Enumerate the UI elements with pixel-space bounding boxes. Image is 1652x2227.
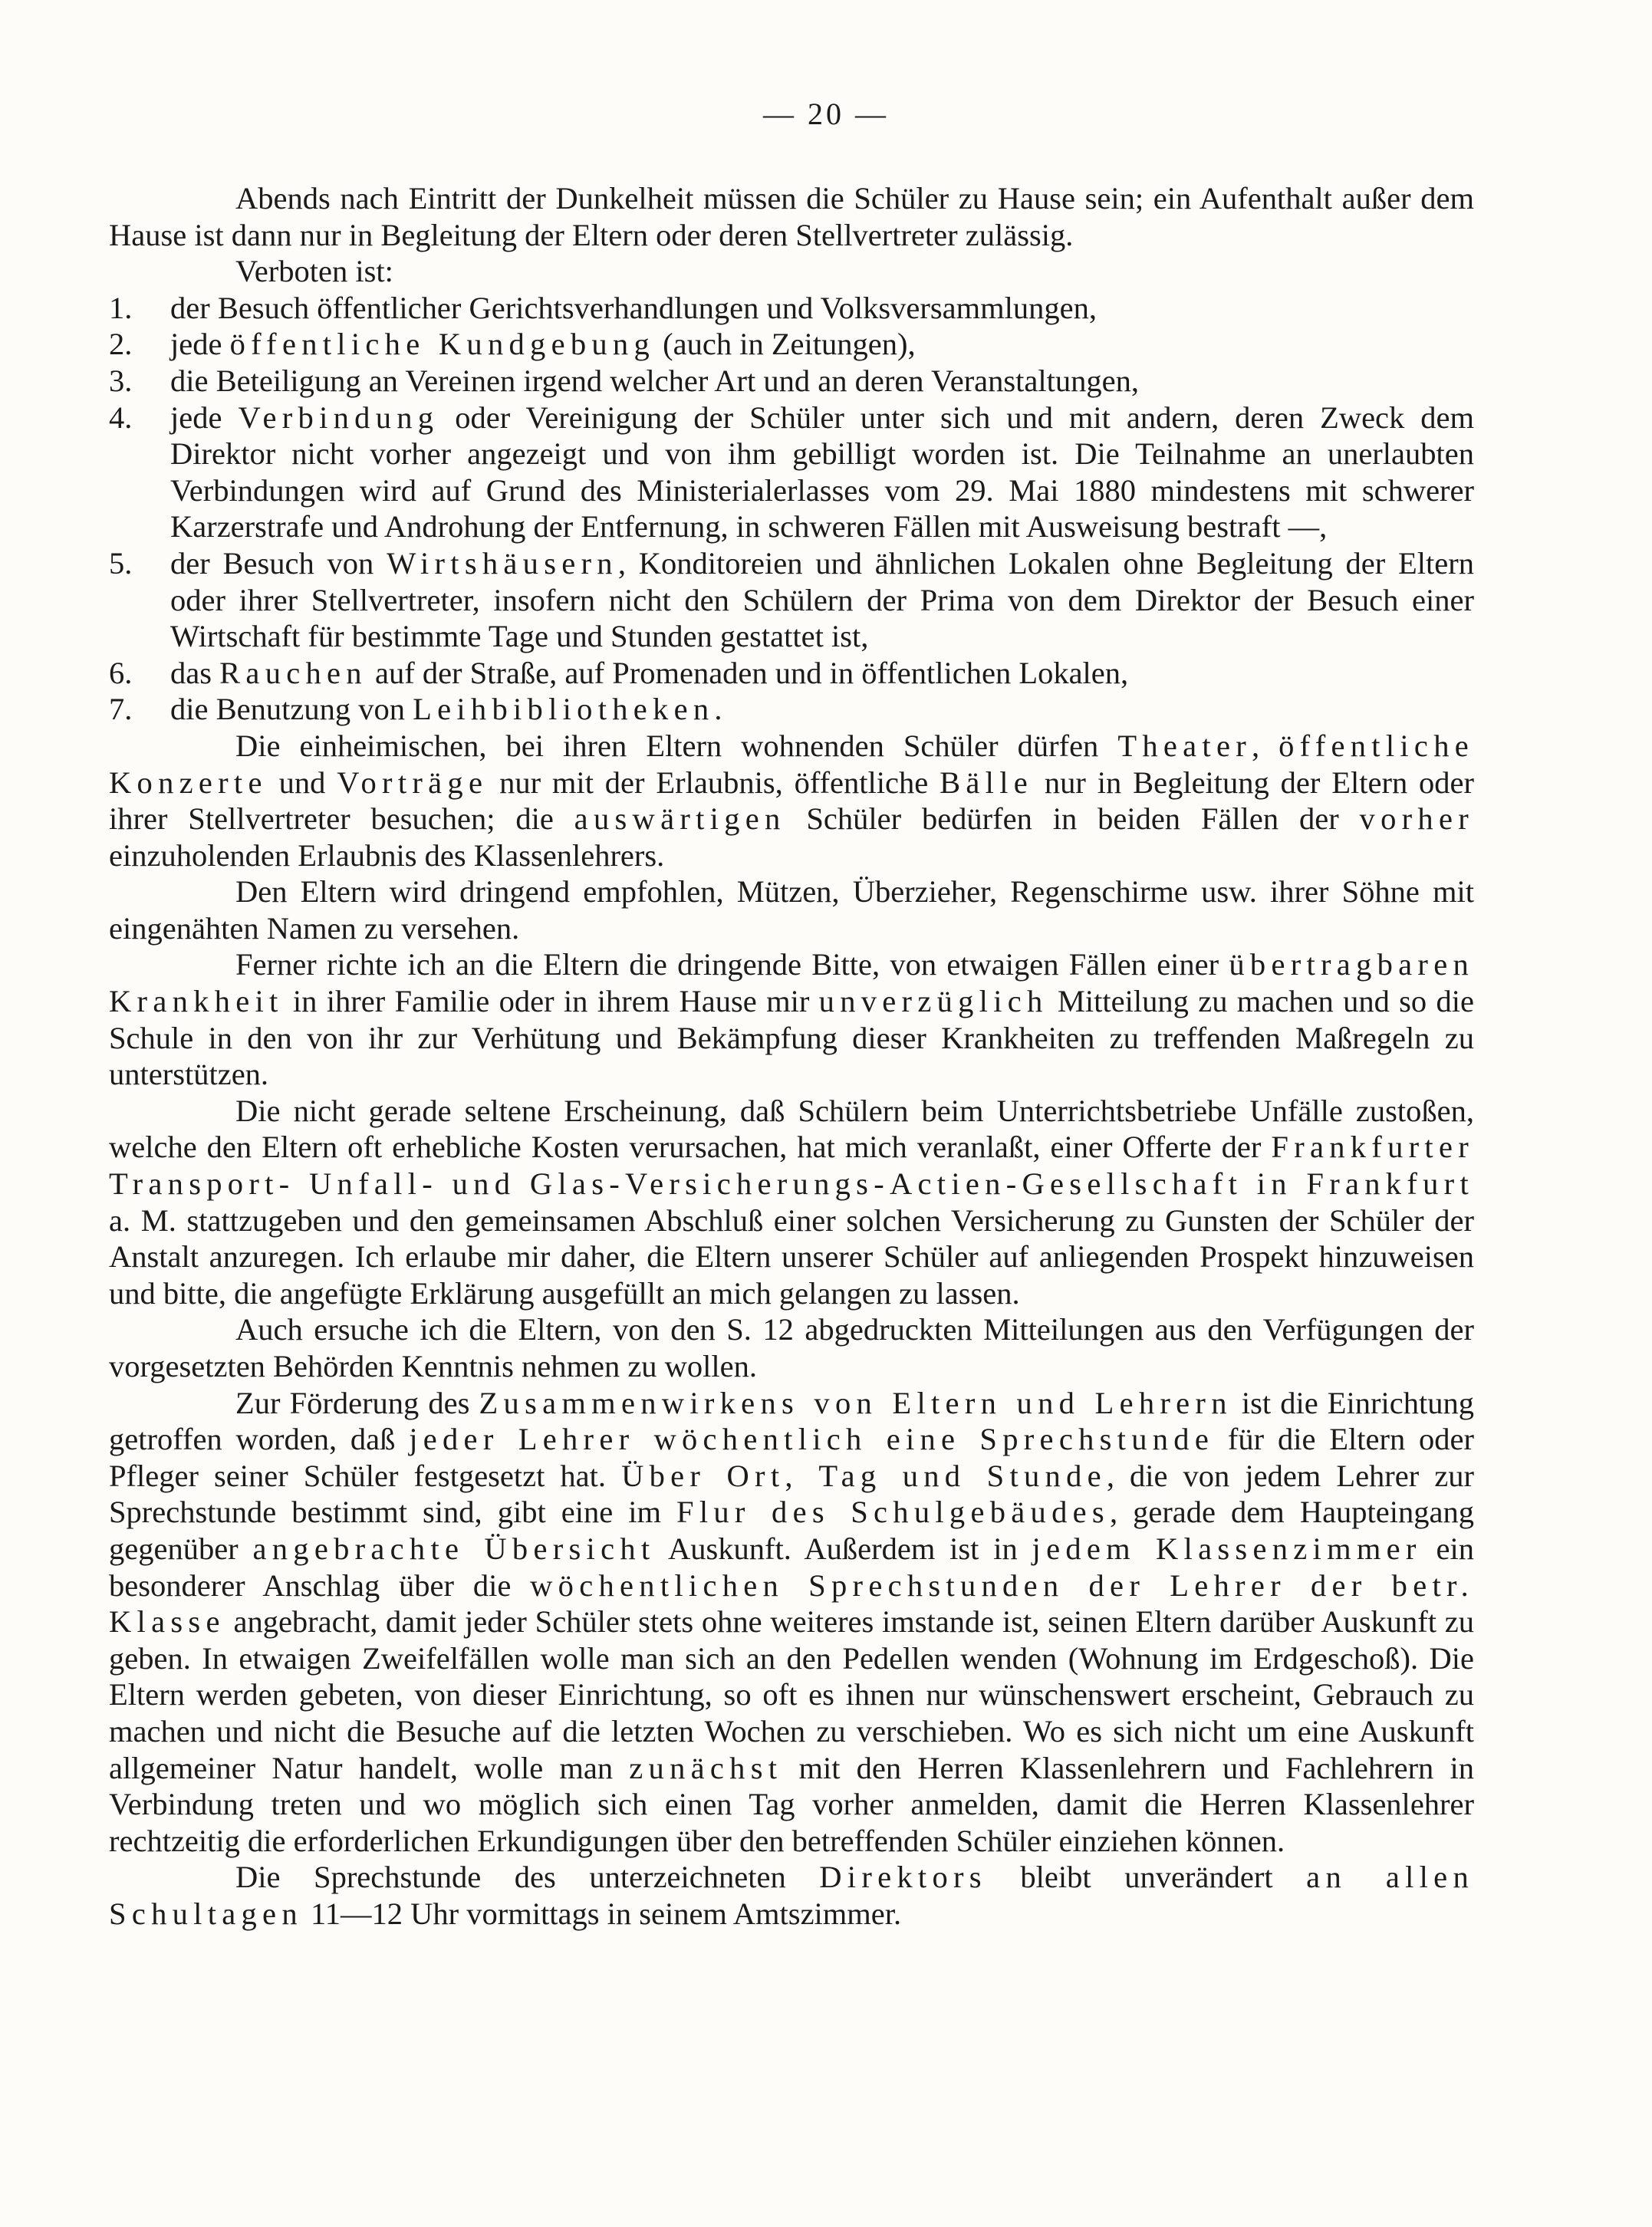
text-segment: jede xyxy=(170,327,230,362)
spaced-emphasis: Frankfurter Transport- Unfall- und Glas-Versicherungs-Actien-Gesellschaft in Frankfurt xyxy=(109,1130,1474,1202)
text-segment: nur in Begleitung der Eltern oder ihrer Stellvertreter besuchen; die xyxy=(109,765,1475,837)
spaced-emphasis: auswärtigen xyxy=(574,801,786,837)
spaced-emphasis: an allen Schultagen xyxy=(109,1860,1474,1931)
text-segment: Zur Förderung des xyxy=(235,1385,479,1420)
body-paragraph xyxy=(109,1311,1474,1384)
prohibition-item xyxy=(109,545,1474,655)
body-paragraph xyxy=(109,873,1474,946)
spaced-emphasis: angebrachte Übersicht xyxy=(252,1531,656,1566)
prohibition-item xyxy=(109,400,1474,545)
text-segment: 11—12 Uhr vormittags in seinem Amtszimmer. xyxy=(302,1896,902,1931)
spaced-emphasis: Vorträge xyxy=(337,765,489,800)
spaced-emphasis: Flur des Schulgebäudes xyxy=(676,1495,1110,1530)
text-segment: , gerade dem Haupteingang gegenüber xyxy=(109,1495,1474,1566)
body-paragraph xyxy=(109,946,1474,1092)
spaced-emphasis: öffentliche Konzerte xyxy=(109,728,1475,800)
spaced-emphasis: Direktors xyxy=(819,1860,987,1895)
text-segment: Die einheimischen, bei ihren Eltern wohnenden Schüler dürfen xyxy=(235,728,1118,763)
spaced-emphasis: Zusammenwirkens von Eltern und Lehrern xyxy=(479,1385,1232,1420)
text-segment: Die Sprechstunde des unterzeichneten xyxy=(235,1860,820,1895)
text-segment: für die Eltern oder Pfleger seiner Schüler festgesetzt hat. xyxy=(109,1422,1475,1493)
text-segment: Den Eltern wird dringend empfohlen, Mützen, Überzieher, Regenschirme usw. ihrer Söhne mit eingenähten Namen zu versehen. xyxy=(109,874,1474,946)
prohibition-item xyxy=(109,290,1474,327)
spaced-emphasis: Wirtshäusern xyxy=(387,545,618,581)
text-segment: in ihrer Familie oder in ihrem Hause mir xyxy=(283,984,819,1019)
body-paragraph xyxy=(109,1859,1474,1932)
text-segment: a. M. stattzugeben und den gemeinsamen Abschluß einer solchen Versicherung zu Gunsten der Schüler der Anstalt anzuregen. Ich erlaube mir daher, die Eltern unserer Schüler auf anliegenden Prospekt hinzuweisen und bitte, die angefügte Erklärung ausgefüllt an mich gelangen zu lassen. xyxy=(109,1202,1474,1311)
spaced-emphasis: Über Ort, Tag und Stunde xyxy=(621,1458,1107,1493)
spaced-emphasis: unverzüglich xyxy=(818,984,1048,1019)
text-segment: und xyxy=(267,765,337,800)
text-segment: angebracht, damit jeder Schüler stets ohne weiteres imstande ist, seinen Eltern darüber Auskunft zu geben. In etwaigen Zweifelfällen wolle man sich an den Pedellen wenden (Wohnung im Erdgeschoß). Die Eltern werden gebeten, von dieser Einrichtung, so oft es ihnen nur wünschenswert erscheint, Gebrauch zu machen und nicht die Besuche auf die letzten Wochen zu verschieben. Wo es sich nicht um eine Auskunft allgemeiner Natur handelt, wolle man xyxy=(109,1604,1474,1785)
text-segment: jede xyxy=(170,400,239,435)
prohibition-number: 3. xyxy=(109,363,133,398)
spaced-emphasis: Verbindung xyxy=(238,400,439,435)
text-segment: Die nicht gerade seltene Erscheinung, daß Schülern beim Unterrichtsbetriebe Unfälle zustoßen, welche den Eltern oft erhebliche Kosten verursachen, hat mich veranlaßt, einer Offerte der xyxy=(109,1093,1474,1165)
intro-paragraph: Abends nach Eintritt der Dunkelheit müssen die Schüler zu Hause sein; ein Aufenthalt außer dem Hause ist dann nur in Begleitung der Eltern oder deren Stellvertreter zulässig. xyxy=(109,181,1474,252)
spaced-emphasis: Leihbibliotheken xyxy=(413,692,715,727)
spaced-emphasis: Bälle xyxy=(940,765,1034,800)
prohibition-number: 5. xyxy=(109,545,133,581)
paragraph-container xyxy=(109,728,1474,1933)
prohibition-number: 6. xyxy=(109,655,133,690)
text-segment: ein besonderer Anschlag über die xyxy=(109,1531,1474,1603)
verboten-heading: Verboten ist: xyxy=(235,254,393,289)
body-paragraph xyxy=(109,728,1474,873)
prohibition-list xyxy=(109,290,1474,728)
spaced-emphasis: jeder Lehrer wöchentlich eine Sprechstunde xyxy=(409,1422,1215,1457)
document-body xyxy=(109,180,1474,1933)
prohibition-number: 4. xyxy=(109,400,133,435)
text-segment: der Besuch von xyxy=(170,545,387,581)
text-segment: nur mit der Erlaubnis, öffentliche xyxy=(488,765,940,800)
prohibition-number: 1. xyxy=(109,290,133,325)
spaced-emphasis: zunächst xyxy=(629,1750,783,1785)
text-segment: einzuholenden Erlaubnis des Klassenlehrers. xyxy=(109,837,665,873)
spaced-emphasis: vorher xyxy=(1359,801,1474,837)
text-segment: die Beteiligung an Vereinen irgend welcher Art und an deren Veranstaltungen, xyxy=(170,363,1139,398)
spaced-emphasis: wöchentlichen Sprechstunden der Lehrer der betr. Klasse xyxy=(109,1567,1474,1640)
text-segment: Schüler bedürfen in beiden Fällen der xyxy=(785,801,1360,837)
text-segment: ist die Einrichtung getroffen worden, daß xyxy=(109,1385,1474,1457)
prohibition-number: 7. xyxy=(109,692,133,727)
text-segment: , die von jedem Lehrer zur Sprechstunde bestimmt sind, gibt eine im xyxy=(109,1458,1474,1530)
text-segment: oder Vereinigung der Schüler unter sich und mit andern, deren Zweck dem Direktor nicht vorher angezeigt und von ihm gebilligt worden ist. Die Teilnahme an unerlaubten Verbindungen wird auf Grund des Ministerialerlasses vom 29. Mai 1880 mindestens mit schwerer Karzerstrafe und Androhung der Entfernung, in schweren Fällen mit Ausweisung bestraft —, xyxy=(170,400,1474,544)
text-segment: (auch in Zeitungen), xyxy=(655,327,916,362)
text-segment: Auskunft. Außerdem ist in xyxy=(655,1531,1032,1566)
spaced-emphasis: Rauchen xyxy=(219,655,367,690)
text-segment: Ferner richte ich an die Eltern die dringende Bitte, von etwaigen Fällen einer xyxy=(235,947,1229,982)
prohibition-item xyxy=(109,691,1474,728)
text-segment: die Benutzung von xyxy=(170,692,413,727)
text-segment: auf der Straße, auf Promenaden und in öffentlichen Lokalen, xyxy=(367,655,1129,690)
text-segment: der Besuch öffentlicher Gerichtsverhandlungen und Volksversammlungen, xyxy=(170,290,1097,325)
body-paragraph xyxy=(109,1385,1474,1860)
text-segment: , xyxy=(1252,728,1279,763)
spaced-emphasis: Theater xyxy=(1117,728,1252,763)
text-segment: das xyxy=(170,655,220,690)
spaced-emphasis: jedem Klassenzimmer xyxy=(1032,1531,1422,1566)
text-segment: bleibt unverändert xyxy=(986,1860,1307,1895)
spaced-emphasis: öffentliche Kundgebung xyxy=(229,327,655,362)
text-segment: . xyxy=(714,692,722,727)
text-segment: Auch ersuche ich die Eltern, von den S. 12 abgedruckten Mitteilungen aus den Verfügungen der vorgesetzten Behörden Kenntnis nehmen zu wollen. xyxy=(109,1312,1474,1383)
page-number: — 20 — xyxy=(763,97,889,131)
prohibition-item xyxy=(109,363,1474,400)
prohibition-item xyxy=(109,655,1474,692)
text-segment: mit den Herren Klassenlehrern und Fachlehrern in Verbindung treten und wo möglich sich einen Tag vorher anmelden, damit die Herren Klassenlehrer rechtzeitig die erforderlichen Erkundigungen über den betreffenden Schüler einziehen können. xyxy=(109,1750,1474,1858)
body-paragraph xyxy=(109,1093,1474,1312)
text-segment: Mitteilung zu machen und so die Schule in den von ihr zur Verhütung und Bekämpfung dieser Krankheiten zu treffenden Maßregeln zu unterstützen. xyxy=(109,984,1474,1092)
text-segment: , Konditoreien und ähnlichen Lokalen ohne Begleitung der Eltern oder ihrer Stellvertreter, insofern nicht den Schülern der Prima von dem Direktor der Besuch einer Wirtschaft für bestimmte Tage und Stunden gestattet ist, xyxy=(170,545,1474,654)
spaced-emphasis: übertragbaren Krankheit xyxy=(109,947,1474,1019)
prohibition-item xyxy=(109,326,1474,363)
prohibition-number: 2. xyxy=(109,327,133,362)
